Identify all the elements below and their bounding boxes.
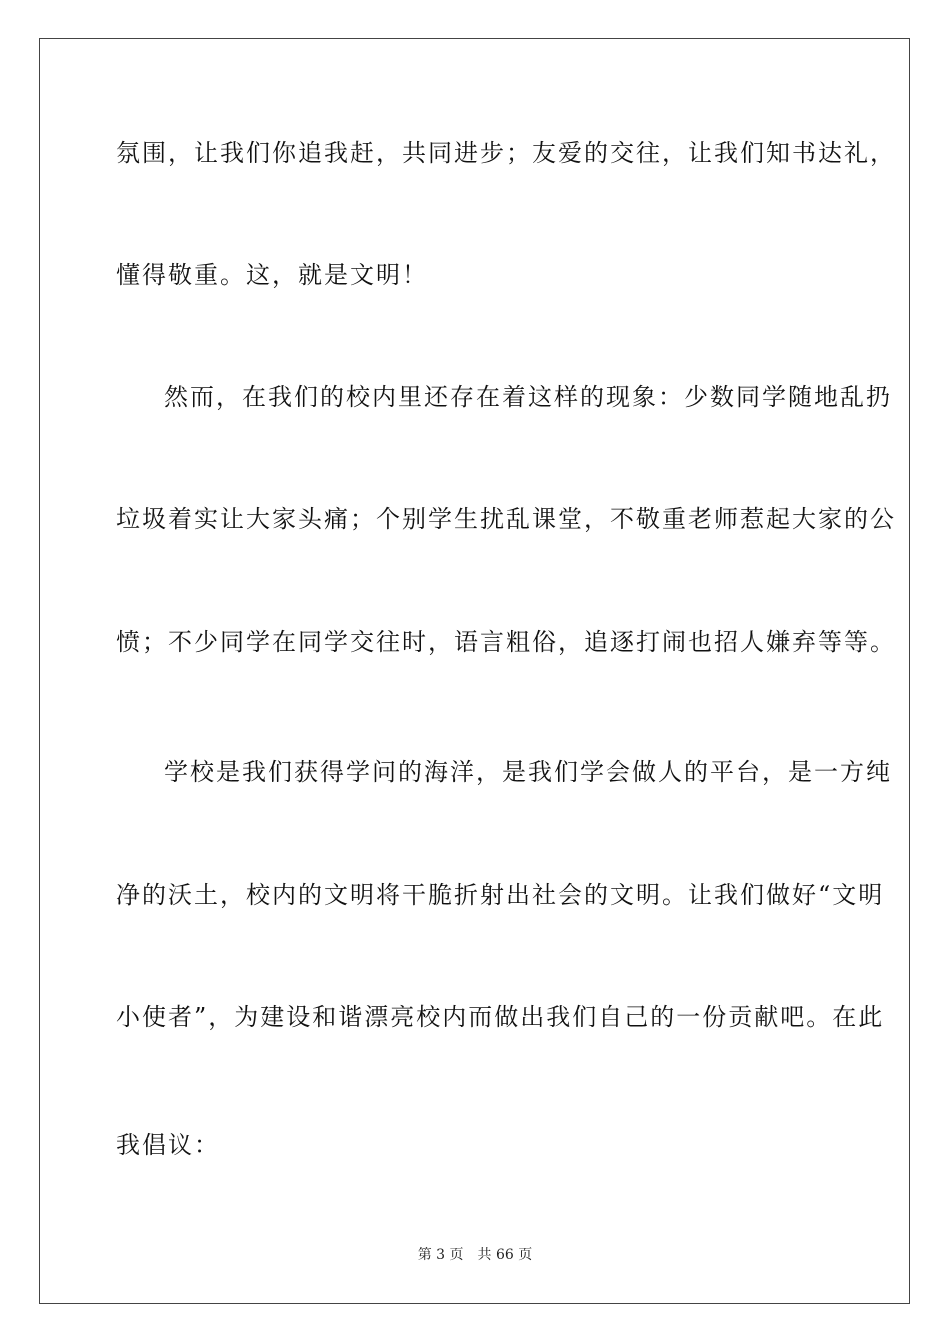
page-border (39, 38, 910, 1304)
text-line-8: 小使者”，为建设和谐漂亮校内而做出我们自己的一份贡献吧。在此 (116, 1003, 885, 1031)
text-line-5: 愤；不少同学在同学交往时，语言粗俗，追逐打闹也招人嫌弃等等。 (116, 628, 896, 656)
page-number: 第 3 页 (417, 1247, 464, 1263)
text-line-1: 氛围，让我们你追我赶，共同进步；友爱的交往，让我们知书达礼， (116, 139, 896, 167)
paragraph-start-line-6: 学校是我们获得学问的海洋，是我们学会做人的平台，是一方纯 (164, 758, 892, 786)
page-footer (0, 1246, 950, 1264)
page-total: 共 66 页 (477, 1247, 533, 1263)
text-line-2: 懂得敬重。这，就是文明！ (116, 261, 428, 289)
paragraph-start-line-3: 然而，在我们的校内里还存在着这样的现象：少数同学随地乱扔 (164, 383, 892, 411)
text-line-7: 净的沃土，校内的文明将干脆折射出社会的文明。让我们做好“文明 (116, 881, 885, 909)
text-line-4: 垃圾着实让大家头痛；个别学生扰乱课堂，不敬重老师惹起大家的公 (116, 505, 896, 533)
text-line-9: 我倡议： (116, 1131, 220, 1159)
